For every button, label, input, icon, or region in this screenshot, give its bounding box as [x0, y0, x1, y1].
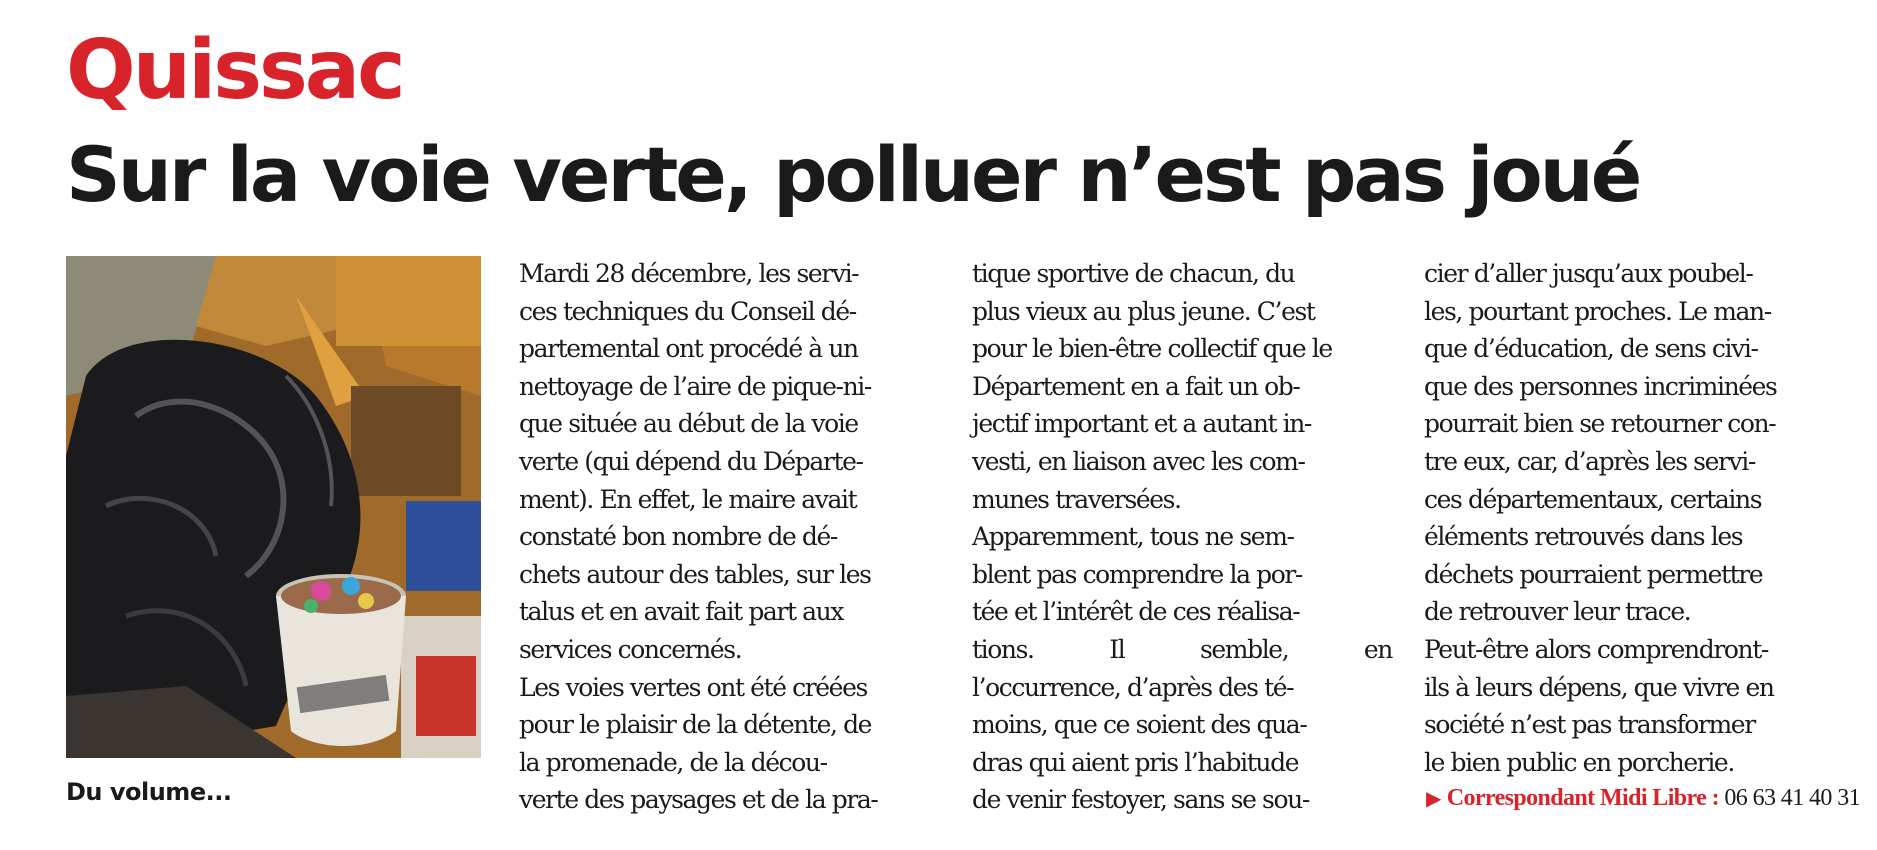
article-column-2 [972, 255, 1392, 819]
text-line: moins, que ce soient des qua- [972, 710, 1307, 740]
text-line: que des personnes incriminées [1424, 371, 1777, 401]
correspondent-phone: 06 63 41 40 31 [1724, 785, 1860, 811]
text-line: partemental ont procédé à un [519, 334, 858, 364]
article-photo [66, 256, 481, 758]
text-line: de venir festoyer, sans se sou- [972, 785, 1309, 815]
text-line: nettoyage de l’aire de pique-ni- [519, 371, 871, 401]
text-line: l’occurrence, d’après des té- [972, 672, 1294, 702]
text-line: tique sportive de chacun, du [972, 259, 1295, 288]
article-kicker: Quissac [66, 23, 403, 118]
text-line: vesti, en liaison avec les com- [972, 446, 1305, 476]
text-line: Apparemment, tous ne sem- [972, 522, 1294, 552]
text-line: société n’est pas transformer [1424, 710, 1755, 740]
correspondent-signature [1426, 785, 1860, 812]
article-column-1 [519, 255, 939, 819]
trash-bags-photo [66, 256, 481, 758]
text-line: cier d’aller jusqu’aux poubel- [1424, 259, 1753, 288]
text-line: Mardi 28 décembre, les servi- [519, 259, 859, 288]
triangle-right-icon: ▶ [1426, 788, 1441, 810]
text-line: Département en a fait un ob- [972, 371, 1300, 401]
text-line: ces départementaux, certains [1424, 484, 1762, 514]
text-line: le bien public en porcherie. [1424, 747, 1734, 777]
text-line: munes traversées. [972, 484, 1181, 514]
text-line: chets autour des tables, sur les [519, 559, 871, 589]
correspondent-label: Correspondant Midi Libre : [1446, 785, 1719, 811]
text-line: éléments retrouvés dans les [1424, 522, 1743, 552]
text-line: pourrait bien se retourner con- [1424, 409, 1776, 439]
text-line: tions. Il semble, en [972, 634, 1392, 664]
text-line: les, pourtant proches. Le man- [1424, 296, 1771, 326]
text-line: de retrouver leur trace. [1424, 597, 1691, 627]
text-line: Peut-être alors comprendront- [1424, 634, 1768, 664]
text-line: constaté bon nombre de dé- [519, 522, 837, 552]
photo-caption: Du volume... [66, 778, 232, 806]
text-line: que d’éducation, de sens civi- [1424, 334, 1758, 364]
text-line: ment). En effet, le maire avait [519, 484, 857, 514]
text-line: verte (qui dépend du Départe- [519, 446, 863, 476]
text-line: ces techniques du Conseil dé- [519, 296, 856, 326]
text-line: ils à leurs dépens, que vivre en [1424, 672, 1774, 702]
text-line: jectif important et a autant in- [972, 409, 1311, 439]
text-line: pour le bien-être collectif que le [972, 334, 1332, 364]
text-line: pour le plaisir de la détente, de [519, 710, 872, 740]
article-column-3 [1424, 255, 1844, 781]
text-line: Les voies vertes ont été créées [519, 672, 867, 702]
text-line: talus et en avait fait part aux [519, 597, 844, 627]
article-headline: Sur la voie verte, polluer n’est pas joué [66, 130, 1640, 219]
text-line: que située au début de la voie [519, 409, 858, 439]
text-line: services concernés. [519, 634, 742, 664]
text-line: dras qui aient pris l’habitude [972, 747, 1299, 777]
text-line: déchets pourraient permettre [1424, 559, 1763, 589]
text-line: plus vieux au plus jeune. C’est [972, 296, 1315, 326]
text-line: tée et l’intérêt de ces réalisa- [972, 597, 1300, 627]
text-line: blent pas comprendre la por- [972, 559, 1302, 589]
text-line: la promenade, de la décou- [519, 747, 827, 777]
text-line: tre eux, car, d’après les servi- [1424, 446, 1755, 476]
text-line: verte des paysages et de la pra- [519, 785, 878, 815]
